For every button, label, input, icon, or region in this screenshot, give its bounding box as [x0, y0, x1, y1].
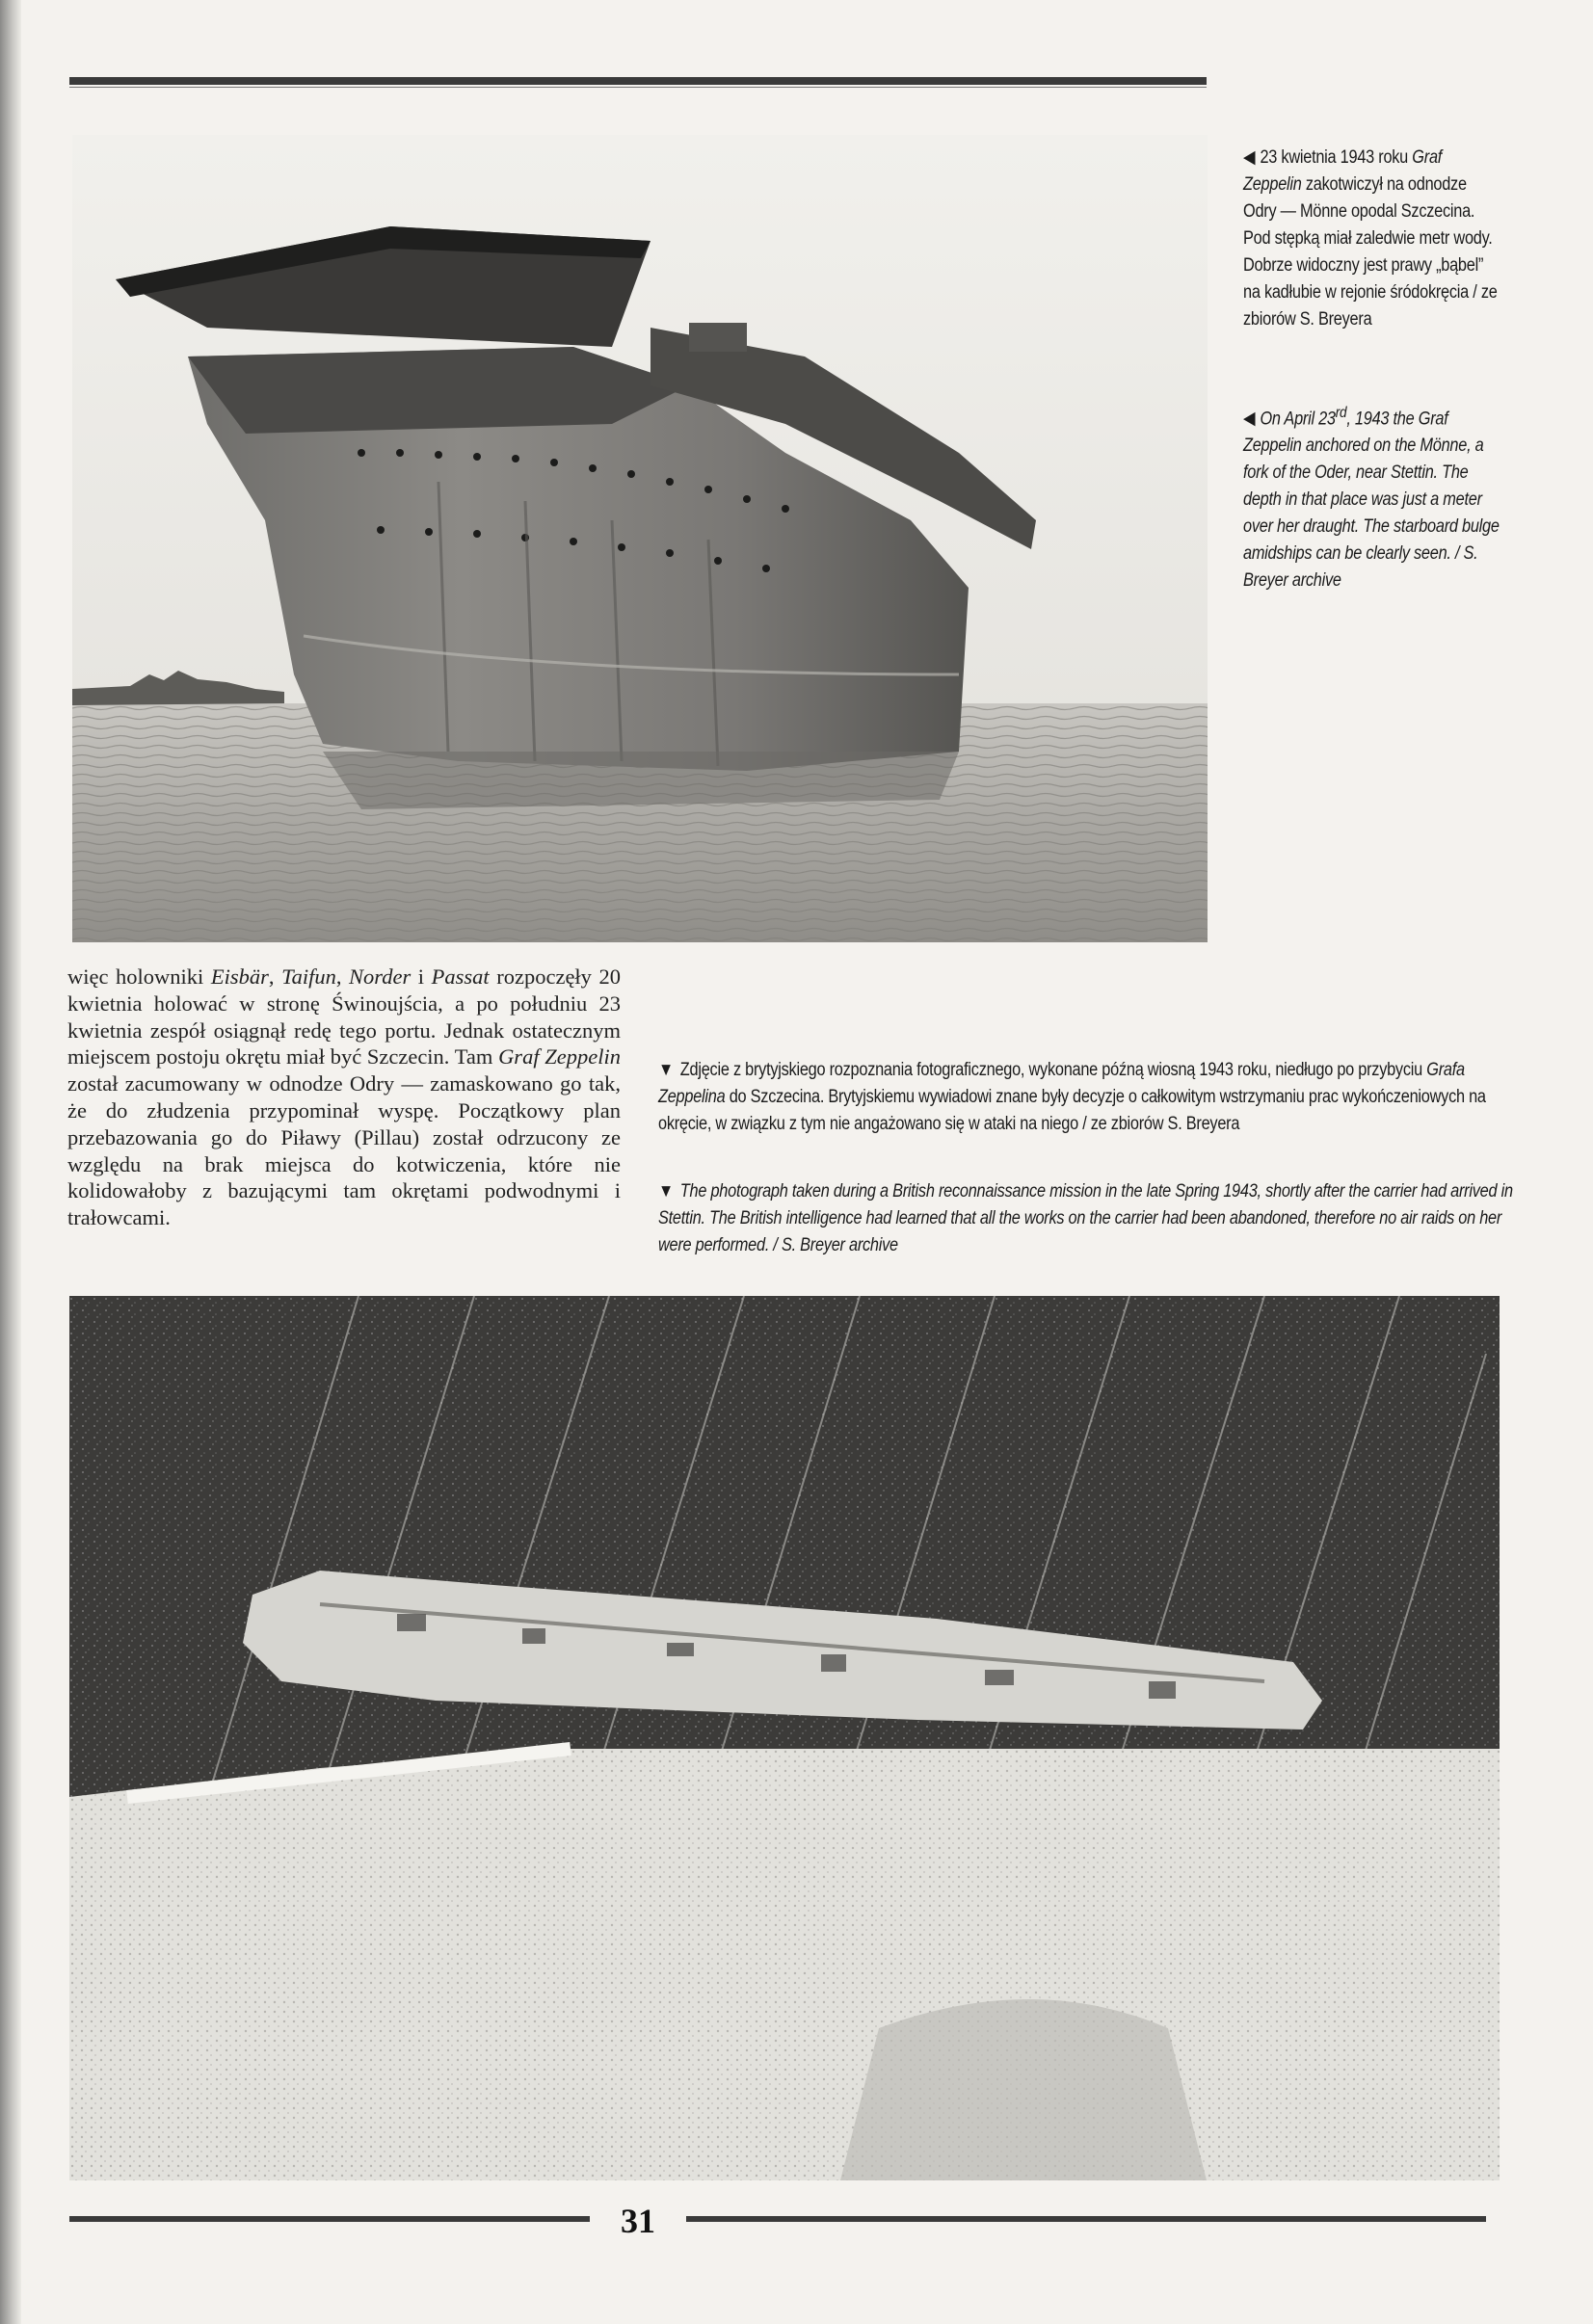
book-spine-shadow — [0, 0, 21, 2324]
page-number: 31 — [621, 2202, 655, 2240]
bottom-rule-left — [69, 2216, 590, 2222]
caption-middle-polish: ▼ Zdjęcie z brytyjskiego rozpoznania fotograficznego, wykonane późną wiosną 1943 roku, niedługo po przybyciu Grafa Zeppelina do Szczecina. Brytyjskiemu wywiadowi znane były decyzje o całkowitym wstrzymaniu prac wykończeniowych na okręcie, w związku z tym nie angażowano się w ataki na niego / ze zbiorów S. Breyera — [658, 1060, 1486, 1134]
body-paragraph: więc holowniki Eisbär, Taifun, Norder i Passat rozpoczęły 20 kwietnia holować w stronę Świnoujścia, a po południu 23 kwietnia zespół osiągnął redę tego portu. Jednak ostatecznym miejscem postoju okrętu miał być Szczecin. Tam Graf Zeppelin został zacumowany w odnodze Odry — zamaskowano go tak, że do złudzenia przypominał wyspę. Początkowy plan przebazowania go do Piławy (Pillau) został odrzucony ze względu na brak miejsca do kotwiczenia, które nie kolidowałoby z bazującymi tam okrętami podwodnymi i trałowcami. — [67, 964, 622, 1230]
caption-top-polish: ◀ 23 kwietnia 1943 roku Graf Zeppelin zakotwiczył na odnodze Odry — Mönne opodal Szczecina. Pod stępką miał zaledwie metr wody. Dobrze widoczny jest prawy „bąbel” na kadłubie w rejonie śródokręcia / ze zbiorów S. Breyera — [1243, 147, 1498, 330]
photo-aerial-reconnaissance — [69, 1296, 1500, 2180]
caption-top-english: ◀ On April 23rd, 1943 the Graf Zeppelin anchored on the Mönne, a fork of the Oder, near Stettin. The depth in that place was just a meter over her draught. The starboard bulge amidships can be clearly seen. / S. Breyer archive — [1243, 405, 1500, 592]
triangle-left-icon: ◀ — [1243, 147, 1256, 168]
triangle-down-icon: ▼ — [658, 1060, 674, 1080]
photo-carrier-anchored — [72, 135, 1208, 942]
top-rule — [69, 77, 1207, 85]
body-text — [67, 964, 621, 1231]
triangle-down-icon: ▼ — [658, 1181, 674, 1202]
bottom-rule-right — [686, 2216, 1486, 2222]
triangle-left-icon: ◀ — [1243, 409, 1256, 430]
caption-middle-english: ▼ The photograph taken during a British reconnaissance mission in the late Spring 1943, shortly after the carrier had arrived in Stettin. The British intelligence had learned that all the works on the carrier had been abandoned, therefore no air raids on her were performed. / S. Breyer archive — [658, 1181, 1513, 1255]
